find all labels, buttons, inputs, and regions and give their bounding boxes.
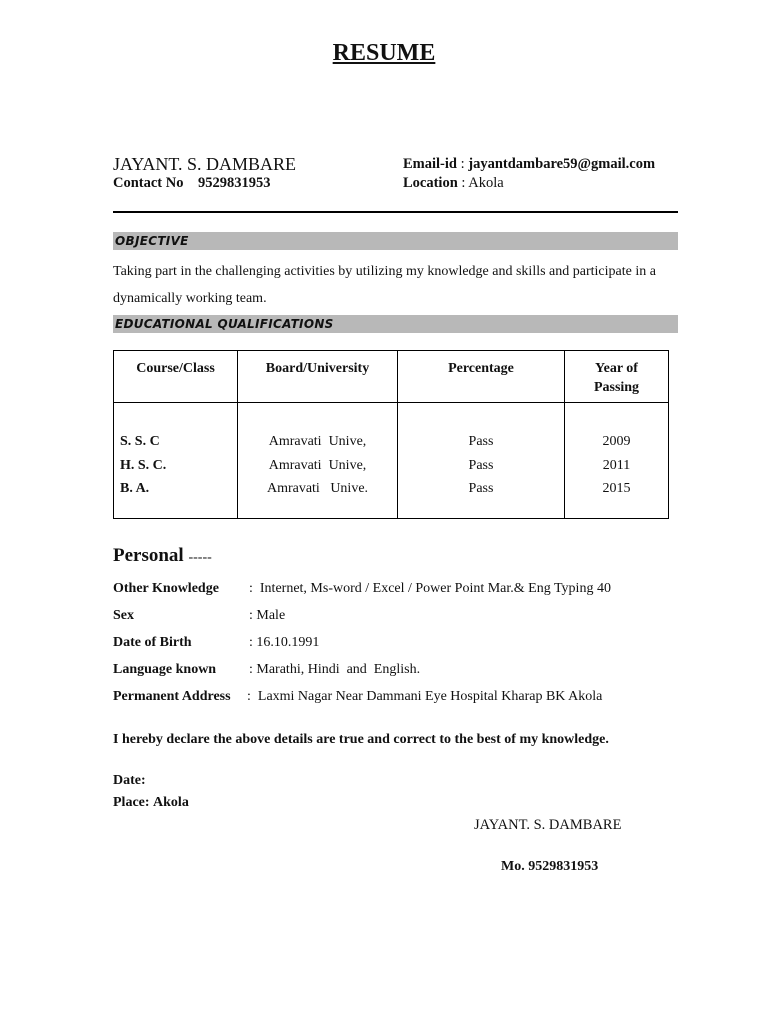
place-label: Place:: [113, 795, 150, 810]
declaration-text: I hereby declare the above details are true and correct to the best of my knowledge.: [113, 732, 609, 747]
objective-heading: OBJECTIVE: [113, 232, 678, 250]
course-ssc: S. S. C: [120, 434, 160, 449]
place-value: Akola: [153, 795, 189, 810]
contact-line: [113, 175, 270, 192]
location-value: Akola: [468, 175, 504, 191]
contact-label: Contact No: [113, 175, 184, 191]
year-ssc: 2009: [602, 434, 631, 449]
place-line: [113, 795, 189, 811]
percentage-ba: Pass: [468, 481, 494, 496]
column-header-percentage: Percentage: [398, 351, 565, 403]
course-ba: B. A.: [120, 481, 150, 496]
education-table: [113, 350, 669, 519]
personal-label: Date of Birth: [113, 635, 192, 650]
column-header-course: Course/Class: [114, 351, 238, 403]
personal-value: : Internet, Ms-word / Excel / Power Point Mar.& Eng Typing 40: [249, 581, 611, 596]
date-label: Date:: [113, 773, 146, 788]
email-label: Email-id: [403, 156, 457, 172]
resume-title: RESUME: [332, 40, 436, 66]
column-header-board: Board/University: [238, 351, 398, 403]
personal-label: Other Knowledge: [113, 581, 219, 596]
year-ba: 2015: [602, 481, 631, 496]
personal-value: : Marathi, Hindi and English.: [249, 662, 421, 677]
year-hsc: 2011: [602, 457, 631, 473]
contact-value: 9529831953: [197, 175, 271, 191]
location-line: [403, 175, 504, 192]
percentage-hsc: Pass: [468, 457, 494, 473]
personal-label: Language known: [113, 662, 217, 677]
personal-label: Permanent Address: [113, 689, 231, 704]
personal-heading-text: Personal: [113, 545, 184, 566]
personal-value: : Male: [249, 608, 286, 623]
year-cell: [565, 403, 669, 519]
signature-name: JAYANT. S. DAMBARE: [474, 817, 622, 833]
board-hsc: Amravati Unive,: [268, 457, 367, 473]
board-ba: Amravati Unive.: [266, 481, 369, 496]
candidate-name: JAYANT. S. DAMBARE: [113, 154, 297, 174]
education-heading: EDUCATIONAL QUALIFICATIONS: [113, 315, 678, 333]
education-table-body: [114, 403, 669, 519]
location-label: Location: [403, 175, 458, 191]
education-table-header: [114, 351, 669, 403]
signature-mobile: Mo. 9529831953: [501, 859, 599, 874]
email-line: [403, 156, 655, 173]
email-value: jayantdambare59@gmail.com: [468, 156, 656, 172]
percentage-cell: [398, 403, 565, 519]
objective-text: Taking part in the challenging activities by utilizing my knowledge and skills and participate in a dynamically working team.: [113, 264, 656, 306]
personal-heading: [113, 545, 212, 567]
course-cell: [114, 403, 238, 519]
course-hsc: H. S. C.: [120, 457, 167, 473]
board-cell: [238, 403, 398, 519]
personal-label: Sex: [113, 608, 134, 623]
header-divider: [113, 211, 678, 213]
column-header-year: Year of Passing: [565, 351, 669, 403]
personal-value: : Laxmi Nagar Near Dammani Eye Hospital Kharap BK Akola: [247, 689, 603, 704]
board-ssc: Amravati Unive,: [268, 434, 367, 449]
personal-heading-dash: -----: [188, 550, 212, 565]
email-separator: :: [456, 156, 469, 172]
personal-value: : 16.10.1991: [249, 635, 320, 650]
location-separator: :: [457, 175, 469, 191]
percentage-ssc: Pass: [468, 434, 494, 449]
